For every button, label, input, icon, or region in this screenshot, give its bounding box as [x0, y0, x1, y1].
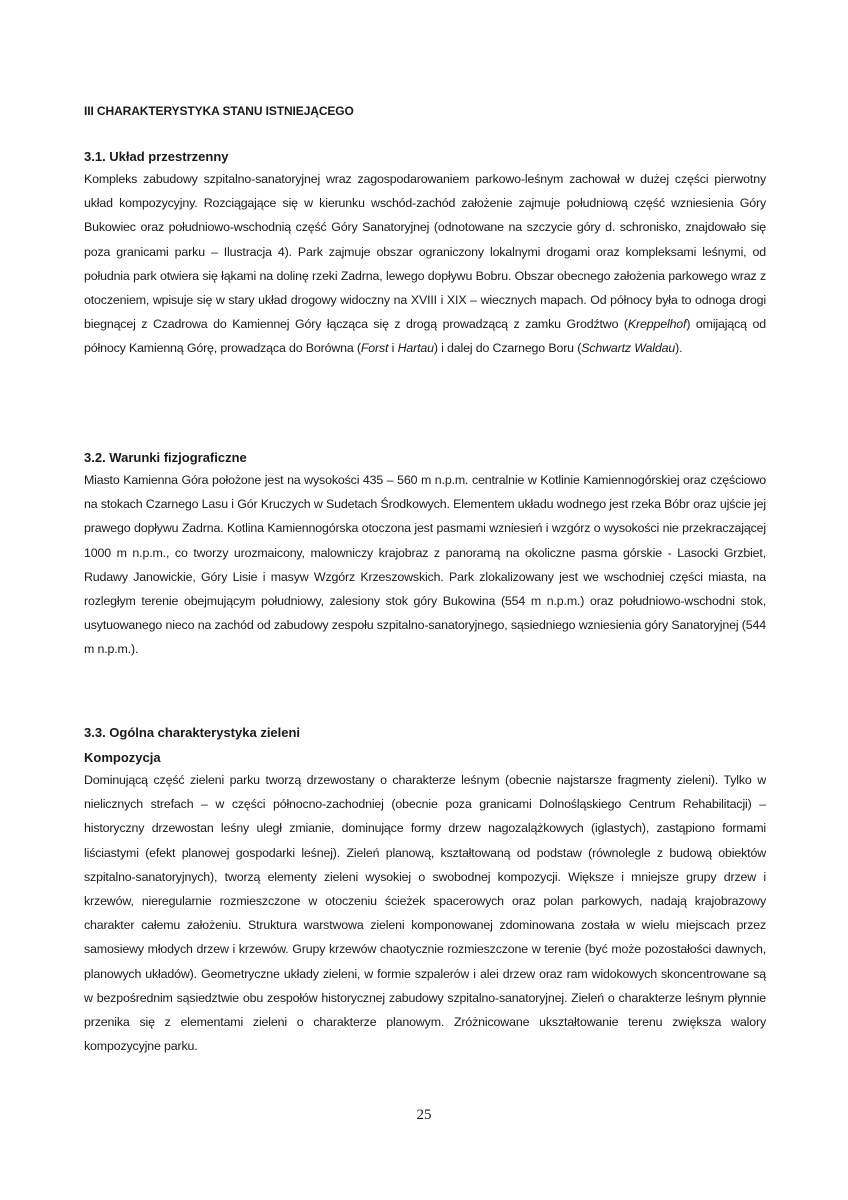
section-title: 3.1. Układ przestrzenny	[84, 149, 229, 164]
paragraph-text: i	[388, 341, 398, 356]
paragraph-text: Kompleks zabudowy szpitalno-sanatoryjnej wraz zagospodarowaniem parkowo-leśnym zachował w dużej części pierwotny układ kompozycyjny. Rozciągające się w kierunku wschód-zachód założenie zajmuje południową część wzniesienia Góry Bukowiec oraz południowo-wschodnią część Góry Sanatoryjnej (odnotowane na szczycie góry d. schronisko, znajdowało się poza granicami parku – Ilustracja 4). Park zajmuje obszar ograniczony lokalnymi drogami oraz kompleksami leśnymi, od południa park otwiera się łąkami na dolinę rzeki Zadrna, lewego dopływu Bobru. Obszar obecnego założenia parkowego wraz z otoczeniem, wpisuje się w stary układ drogowy widoczny na XVIII i XIX – wiecznych mapach. Od północy była to odnoga drogi biegnącej z Czadrowa do Kamiennej Góry łącząca się z drogą prowadzącą z zamku Grodźtwo (	[84, 172, 766, 332]
section-title: 3.2. Warunki fizjograficzne	[84, 450, 247, 465]
italic-place-name: Kreppelhof	[627, 317, 687, 332]
section-paragraph	[84, 167, 766, 361]
page-number: 25	[416, 1107, 432, 1123]
italic-place-name: Hartau	[397, 341, 434, 356]
italic-place-name: Schwartz Waldau	[581, 341, 676, 356]
paragraph-text: ) omijającą od północy Kamienną Górę, prowadząca do Borówna (	[84, 317, 766, 356]
section-physiography	[84, 447, 766, 662]
section-paragraph: Dominującą część zieleni parku tworzą drzewostany o charakterze leśnym (obecnie najstarsze fragmenty zieleni). Tylko w nielicznych strefach – w części północno-zachodniej (obecnie poza granicami Dolnośląskiego Centrum Rehabilitacji) – historyczny drzewostan leśny uległ zmianie, dominujące formy drzew nagozalążkowych (iglastych), zastąpiono formami liściastymi (efekt planowej gospodarki leśnej). Zieleń planową, kształtowaną od podstaw (równolegle z budową obiektów szpitalno-sanatoryjnych), tworzą elementy zieleni wysokiej o swobodnej kompozycji. Większe i mniejsze grupy drzew i krzewów, nieregularnie rozmieszczone w otoczeniu ścieżek spacerowych oraz polan parkowych, nadają krajobrazowy charakter całemu założeniu. Struktura warstwowa zieleni komponowanej zdominowana została w wielu miejscach przez samosiewy młodych drzew i krzewów. Grupy krzewów chaotycznie rozmieszczone w terenie (być może pozostałości dawnych, planowych układów). Geometryczne układy zieleni, w formie szpalerów i alei drzew oraz ram widokowych skoncentrowane są w bezpośrednim sąsiedztwie obu zespołów historycznej zabudowy szpitalno-sanatoryjnej. Zieleń o charakterze leśnym płynnie przenika się z elementami zieleni o charakterze planowym. Zróżnicowane ukształtowanie terenu zwiększa walory kompozycyjne parku.	[84, 773, 766, 1054]
italic-place-name: Forst	[360, 341, 389, 356]
section-title: 3.3. Ogólna charakterystyka zieleni	[84, 725, 301, 740]
chapter-heading: III CHARAKTERYSTYKA STANU ISTNIEJĄCEGO	[84, 104, 354, 118]
section-spatial-layout	[84, 146, 766, 361]
section-greenery	[84, 722, 766, 1058]
paragraph-text: ) i dalej do Czarnego Boru (	[433, 341, 582, 356]
paragraph-text: ).	[675, 341, 683, 356]
section-paragraph: Miasto Kamienna Góra położone jest na wysokości 435 – 560 m n.p.m. centralnie w Kotlinie Kamiennogórskiej oraz częściowo na stokach Czarnego Lasu i Gór Kruczych w Sudetach Środkowych. Elementem układu wodnego jest rzeka Bóbr oraz ujście jej prawego dopływu Zadrna. Kotlina Kamiennogórska otoczona jest pasmami wzniesień i wzgórz o wysokości nie przekraczającej 1000 m n.p.m., co tworzy urozmaicony, malowniczy krajobraz z panoramą na okoliczne pasma górskie - Lasocki Grzbiet, Rudawy Janowickie, Góry Lisie i masyw Wzgórz Krzeszowskich. Park zlokalizowany jest we wschodniej części miasta, na rozległym terenie obejmującym południowy, zalesiony stok góry Bukowina (554 m n.p.m.) oraz południowo-wschodni stok, usytuowanego nieco na zachód od zabudowy zespołu szpitalno-sanatoryjnego, sąsiedniego wzniesienia góry Sanatoryjnej (544 m n.p.m.).	[84, 473, 766, 657]
section-subheading: Kompozycja	[84, 750, 161, 765]
